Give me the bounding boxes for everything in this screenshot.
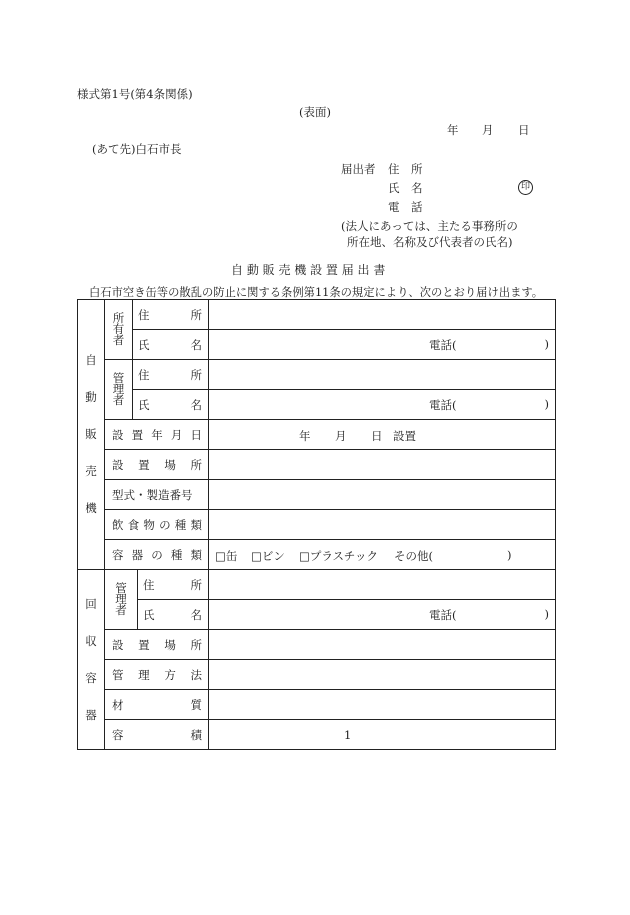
label-char: 所 <box>190 307 202 322</box>
install-day: 日 <box>371 429 383 443</box>
label-char: 年 <box>151 427 163 442</box>
label-char: 氏 <box>138 397 150 412</box>
manager-name-label <box>133 390 209 420</box>
label-char: 氏 <box>138 337 150 352</box>
vending-machine-group-label <box>78 300 105 570</box>
label-char: 氏 <box>143 607 155 622</box>
manager-address-label <box>133 360 209 390</box>
container-type-label <box>105 540 209 570</box>
label-char: 場 <box>164 637 176 652</box>
group-char: 器 <box>85 707 97 722</box>
owner-label <box>105 300 133 360</box>
install-location-field[interactable] <box>209 450 556 480</box>
corporate-note-line2: 所在地、名称及び代表者の氏名) <box>347 235 513 249</box>
label-char: 法 <box>190 667 202 682</box>
form-number: 様式第1号(第4条関係) <box>77 87 193 101</box>
label-char: 名 <box>190 397 202 412</box>
option-other-label: その他( <box>394 549 433 563</box>
manager-char: 管 <box>112 371 125 385</box>
applicant-name-label: 氏 名 <box>388 181 423 195</box>
group-char: 自 <box>85 353 97 367</box>
label-char: 所 <box>190 367 202 382</box>
applicant-label: 届出者 <box>341 162 376 176</box>
manager-address-row <box>78 360 556 390</box>
label-char: 飲 <box>112 517 124 532</box>
collection-name-field[interactable] <box>209 600 556 630</box>
group-char: 回 <box>85 596 97 611</box>
label-char: 名 <box>190 607 202 622</box>
manager-char: 理 <box>112 382 125 396</box>
label-char: 置 <box>131 427 144 442</box>
label-char: 置 <box>138 637 150 652</box>
capacity-row <box>78 720 556 750</box>
applicant-address-label: 住 所 <box>388 162 423 176</box>
intro-text: 白石市空き缶等の散乱の防止に関する条例第11条の規定により、次のとおり届け出ます。 <box>89 286 544 299</box>
install-location-label <box>105 450 209 480</box>
group-char: 売 <box>85 464 97 478</box>
drink-type-row <box>78 510 556 540</box>
install-date-label <box>105 420 209 450</box>
management-method-row <box>78 660 556 690</box>
group-char: 容 <box>85 670 97 685</box>
owner-phone-label: 電話( <box>429 337 457 352</box>
group-char: 機 <box>85 501 97 515</box>
material-label <box>105 690 209 720</box>
capacity-label <box>105 720 209 750</box>
management-method-field[interactable] <box>209 660 556 690</box>
label-char: 設 <box>112 427 124 442</box>
option-plastic-checkbox[interactable]: □プラスチック <box>299 549 378 563</box>
document-title: 自 動 販 売 機 設 置 届 出 書 <box>231 263 386 277</box>
manager-address-field[interactable] <box>209 360 556 390</box>
owner-char: 有 <box>112 322 125 336</box>
label-char: の <box>151 547 163 562</box>
label-char: 日 <box>190 427 202 442</box>
corporate-note-line1: (法人にあっては、主たる事務所の <box>341 219 518 233</box>
label-char: 容 <box>112 727 124 742</box>
seal-mark: 印 <box>518 180 533 195</box>
collection-location-label <box>105 630 209 660</box>
collection-location-row <box>78 630 556 660</box>
container-type-field <box>209 540 556 570</box>
owner-char: 所 <box>112 311 125 325</box>
install-suffix: 設置 <box>393 429 416 443</box>
label-char: 類 <box>190 547 202 562</box>
collection-phone-label: 電話( <box>429 607 457 622</box>
manager-name-field[interactable] <box>209 390 556 420</box>
notification-table <box>77 299 556 750</box>
option-other-close: ) <box>507 548 512 562</box>
drink-type-label <box>105 510 209 540</box>
label-char: 月 <box>170 427 183 442</box>
owner-phone-close: ) <box>544 336 549 351</box>
owner-address-field[interactable] <box>209 300 556 330</box>
label-char: 類 <box>190 517 202 532</box>
group-char: 動 <box>85 390 97 404</box>
management-method-label <box>105 660 209 690</box>
label-char: 設 <box>112 637 124 652</box>
manager-char: 理 <box>115 592 127 606</box>
label-char: 住 <box>143 577 155 592</box>
label-char: 場 <box>164 457 176 472</box>
manager-phone-label: 電話( <box>429 397 457 412</box>
install-date-row <box>78 420 556 450</box>
owner-name-field[interactable] <box>209 330 556 360</box>
label-char: 所 <box>190 457 202 472</box>
label-char: 名 <box>190 337 202 352</box>
container-type-row <box>78 540 556 570</box>
label-char: 所 <box>190 577 202 592</box>
capacity-value: 1 <box>344 728 352 742</box>
group-char: 販 <box>85 427 97 441</box>
label-char: 器 <box>131 547 144 562</box>
label-char: 方 <box>164 667 176 682</box>
option-can-checkbox[interactable]: □缶 <box>215 549 238 563</box>
owner-name-label <box>133 330 209 360</box>
side-label: (表面) <box>299 105 331 119</box>
label-char: 住 <box>138 367 150 382</box>
collection-manager-label <box>105 570 138 630</box>
label-char: 所 <box>190 637 202 652</box>
date-year: 年 <box>447 123 459 137</box>
manager-char: 管 <box>115 581 127 595</box>
manager-char: 者 <box>112 393 125 407</box>
group-char: 収 <box>85 633 97 648</box>
model-field[interactable] <box>209 480 556 510</box>
model-label <box>105 480 209 510</box>
capacity-field[interactable] <box>209 720 556 750</box>
collection-container-group-label <box>78 570 105 750</box>
owner-address-row <box>78 300 556 330</box>
label-char: 住 <box>138 307 150 322</box>
label-char: 理 <box>138 667 150 682</box>
label-char: 設 <box>112 457 124 472</box>
manager-char: 者 <box>115 603 127 617</box>
label-char: 積 <box>190 727 202 742</box>
install-year: 年 <box>299 429 311 443</box>
collection-manager-name-row <box>78 600 556 630</box>
collection-location-field[interactable] <box>209 630 556 660</box>
date-day: 日 <box>518 123 530 137</box>
model-row <box>78 480 556 510</box>
label-char: 食 <box>127 517 140 532</box>
install-location-row <box>78 450 556 480</box>
label-char: の <box>159 517 171 532</box>
collection-name-label <box>138 600 209 630</box>
label-char: 種 <box>174 517 187 532</box>
applicant-phone-label: 電 話 <box>388 200 423 214</box>
label-char: 種 <box>170 547 183 562</box>
collection-manager-address-row <box>78 570 556 600</box>
manager-name-row <box>78 390 556 420</box>
material-row <box>78 690 556 720</box>
material-field[interactable] <box>209 690 556 720</box>
owner-char: 者 <box>112 333 125 347</box>
manager-phone-close: ) <box>544 396 549 411</box>
label-char: 容 <box>112 547 124 562</box>
label-char: 管 <box>112 667 124 682</box>
drink-type-field[interactable] <box>209 510 556 540</box>
label-char: 置 <box>138 457 150 472</box>
manager-label <box>105 360 133 420</box>
model-label-text: 型式・製造番号 <box>112 487 193 502</box>
owner-name-row <box>78 330 556 360</box>
owner-address-label <box>133 300 209 330</box>
option-bottle-checkbox[interactable]: □ビン <box>251 549 285 563</box>
addressee: (あて先)白石市長 <box>92 142 182 156</box>
collection-phone-close: ) <box>544 606 549 621</box>
collection-address-label <box>138 570 209 600</box>
collection-address-field[interactable] <box>209 570 556 600</box>
install-month: 月 <box>335 429 347 443</box>
label-char: 質 <box>190 697 202 712</box>
label-char: 物 <box>143 517 155 532</box>
date-month: 月 <box>482 123 494 137</box>
label-char: 材 <box>112 697 124 712</box>
install-date-field[interactable] <box>209 420 556 450</box>
